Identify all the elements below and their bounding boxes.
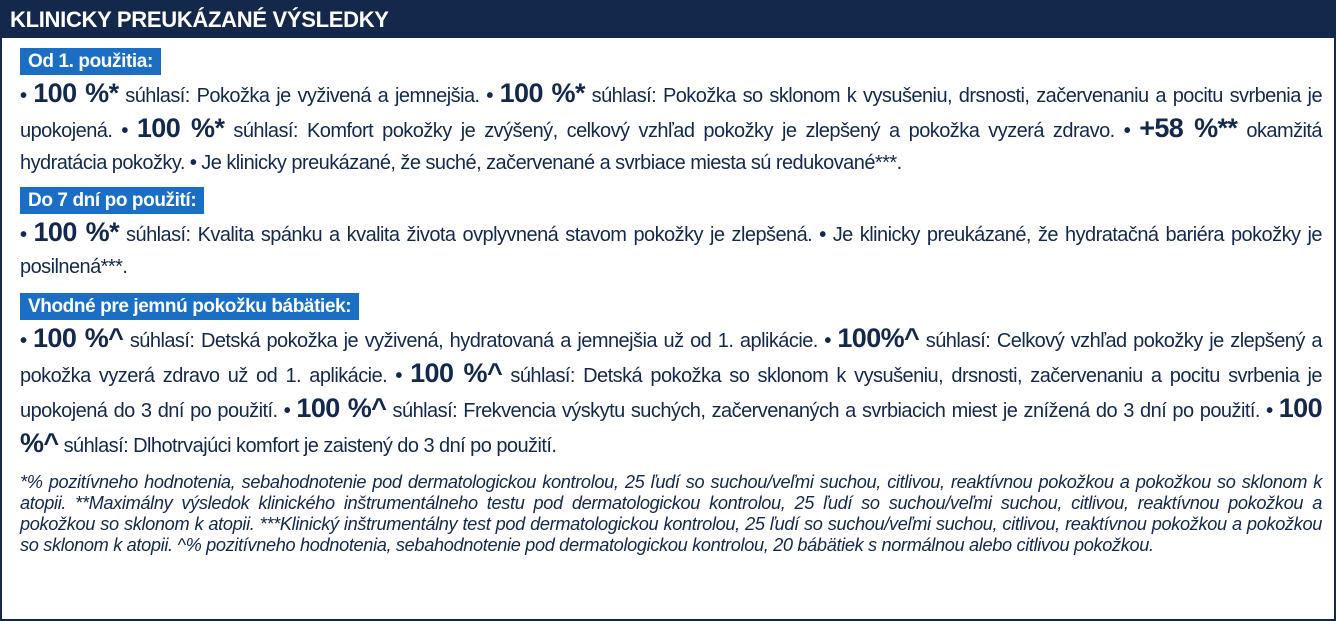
- bullet: •: [20, 85, 27, 107]
- claim-text: Je klinicky preukázané, že hydratačná bariéra pokožky je posilnená***.: [20, 224, 1322, 278]
- bullet: •: [20, 330, 27, 352]
- section-label: Vhodné pre jemnú pokožku bábätiek:: [20, 293, 359, 320]
- bullet: •: [121, 120, 128, 142]
- stat-value: 100 %^: [33, 323, 124, 353]
- page-title: KLINICKY PREUKÁZANÉ VÝSLEDKY: [2, 2, 1334, 38]
- stat-value: 100 %*: [33, 217, 119, 247]
- stat-value: 100%^: [837, 323, 920, 353]
- claim-text: súhlasí: Frekvencia výskytu suchých, začervenaných a svrbiacich miest je znížená do 3 dní po použití.: [386, 400, 1267, 422]
- bullet: •: [1266, 400, 1273, 422]
- stat-value: 100 %^: [410, 358, 503, 388]
- stat-value: 100 %^: [20, 393, 1322, 458]
- claim-text: súhlasí: Kvalita spánku a kvalita života ovplyvnená stavom pokožky je zlepšená.: [119, 224, 820, 246]
- bullet: •: [283, 400, 291, 422]
- claim-text: súhlasí: Detská pokožka je vyživená, hydratovaná a jemnejšia už od 1. aplikácie.: [123, 330, 825, 352]
- claim-text: Je klinicky preukázané, že suché, začervenané a svrbiace miesta sú redukované***.: [196, 152, 902, 174]
- claim-text: súhlasí: Celkový vzhľad pokožky je zlepšený a pokožka vyzerá zdravo už od 1. aplikácie.: [20, 330, 1322, 387]
- section-label: Od 1. použitia:: [20, 48, 161, 75]
- stat-value: 100 %*: [136, 113, 225, 143]
- claim-text: súhlasí: Pokožka so sklonom k vysušeniu, drsnosti, začervenaniu a pocitu svrbenia je upokojená.: [20, 85, 1323, 142]
- bullet: •: [1123, 120, 1131, 142]
- claim-text: súhlasí: Detská pokožka so sklonom k vysušeniu, drsnosti, začervenaniu a pocitu svrbenia je upokojená do 3 dní po použití.: [20, 365, 1322, 422]
- claim-text: súhlasí: Pokožka je vyživená a jemnejšia.: [118, 85, 487, 107]
- footnote: *% pozitívneho hodnotenia, sebahodnotenie pod dermatologickou kontrolou, 25 ľudí so suchou/veľmi suchou, citlivou, reaktívnou pokožkou a pokožkou so sklonom k atopii. **Maximálny výsledok klinického inštrumentálneho testu pod dermatologickou kontrolou, 25 ľudí so suchou/veľmi suchou, citlivou, reaktívnou pokožkou a pokožkou so sklonom k atopii. ***Klinický inštrumentálny test pod dermatologickou kontrolou, 25 ľudí so suchou/veľmi suchou, citlivou, reaktívnou pokožkou a pokožkou so sklonom k atopii. ^% pozitívneho hodnotenia, sebahodnotenie pod dermatologickou kontrolou, 20 bábätiek s normálnou alebo citlivou pokožkou.: [20, 472, 1322, 555]
- bullet: •: [395, 365, 402, 387]
- bullet: •: [824, 330, 831, 352]
- section-text: [20, 322, 1322, 462]
- claim-text: okamžitá hydratácia pokožky.: [20, 120, 1323, 174]
- stat-value: 100 %*: [499, 78, 585, 108]
- stat-value: 100 %^: [296, 393, 387, 423]
- bullet: •: [20, 224, 27, 246]
- section-text: [20, 77, 1322, 179]
- bullet: •: [486, 85, 493, 107]
- claim-text: súhlasí: Dlhotrvajúci komfort je zaistený do 3 dní po použití.: [58, 435, 557, 457]
- section-babies: [2, 293, 1334, 462]
- bullet: •: [819, 224, 826, 246]
- bullet: •: [189, 152, 197, 174]
- claim-text: súhlasí: Komfort pokožky je zvýšený, celkový vzhľad pokožky je zlepšený a pokožka vyzerá zdravo.: [224, 120, 1124, 142]
- section-first-use: [2, 48, 1334, 179]
- stat-value: 100 %*: [33, 78, 119, 108]
- section-7-days: [2, 187, 1334, 283]
- section-label: Do 7 dní po použití:: [20, 187, 204, 214]
- section-text: [20, 216, 1322, 283]
- stat-value: +58 %**: [1139, 113, 1238, 143]
